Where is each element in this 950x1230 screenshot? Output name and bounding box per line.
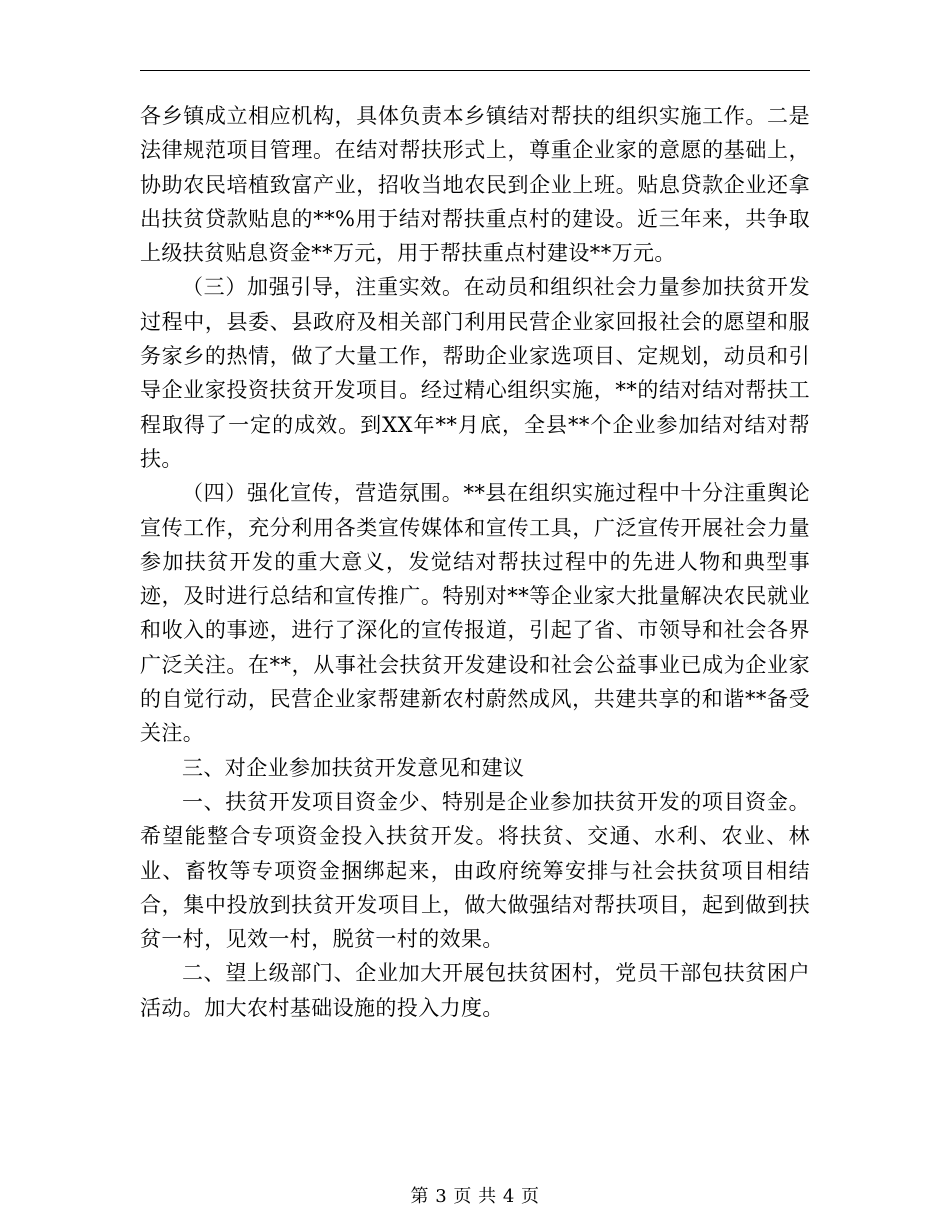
paragraph-section-3: （三）加强引导，注重实效。在动员和组织社会力量参加扶贫开发过程中，县委、县政府及相关部门利用民营企业家回报社会的愿望和服务家乡的热情，做了大量工作，帮助企业家选项目、定规划，动员和引导企业家投资扶贫开发项目。经过精心组织实施，**的结对结对帮扶工程取得了一定的成效。到XX年**月底，全县**个企业参加结对结对帮扶。 bbox=[140, 275, 810, 471]
document-body bbox=[140, 99, 810, 1025]
header-rule bbox=[140, 70, 810, 71]
paragraph-suggestion-2: 二、望上级部门、企业加大开展包扶贫困村，党员干部包扶贫困户活动。加大农村基础设施的投入力度。 bbox=[140, 961, 810, 1020]
page-footer: 第 3 页 共 4 页 bbox=[410, 1186, 540, 1207]
paragraph-section-4: （四）强化宣传，营造氛围。**县在组织实施过程中十分注重舆论宣传工作，充分利用各类宣传媒体和宣传工具，广泛宣传开展社会力量参加扶贫开发的重大意义，发觉结对帮扶过程中的先进人物和典型事迹，及时进行总结和宣传推广。特别对**等企业家大批量解决农民就业和收入的事迹，进行了深化的宣传报道，引起了省、市领导和社会各界广泛关注。在**，从事社会扶贫开发建设和社会公益事业已成为企业家的自觉行动，民营企业家帮建新农村蔚然成风，共建共享的和谐**备受关注。 bbox=[140, 481, 810, 746]
paragraph-suggestion-1: 一、扶贫开发项目资金少、特别是企业参加扶贫开发的项目资金。希望能整合专项资金投入扶贫开发。将扶贫、交通、水利、农业、林业、畜牧等专项资金捆绑起来，由政府统筹安排与社会扶贫项目相结合，集中投放到扶贫开发项目上，做大做强结对帮扶项目，起到做到扶贫一村，见效一村，脱贫一村的效果。 bbox=[140, 789, 810, 952]
paragraph-continuation: 各乡镇成立相应机构，具体负责本乡镇结对帮扶的组织实施工作。二是法律规范项目管理。在结对帮扶形式上，尊重企业家的意愿的基础上，协助农民培植致富产业，招收当地农民到企业上班。贴息贷款企业还拿出扶贫贷款贴息的**%用于结对帮扶重点村的建设。近三年来，共争取上级扶贫贴息资金**万元，用于帮扶重点村建设**万元。 bbox=[140, 104, 810, 266]
section-heading-suggestions: 三、对企业参加扶贫开发意见和建议 bbox=[182, 755, 525, 780]
